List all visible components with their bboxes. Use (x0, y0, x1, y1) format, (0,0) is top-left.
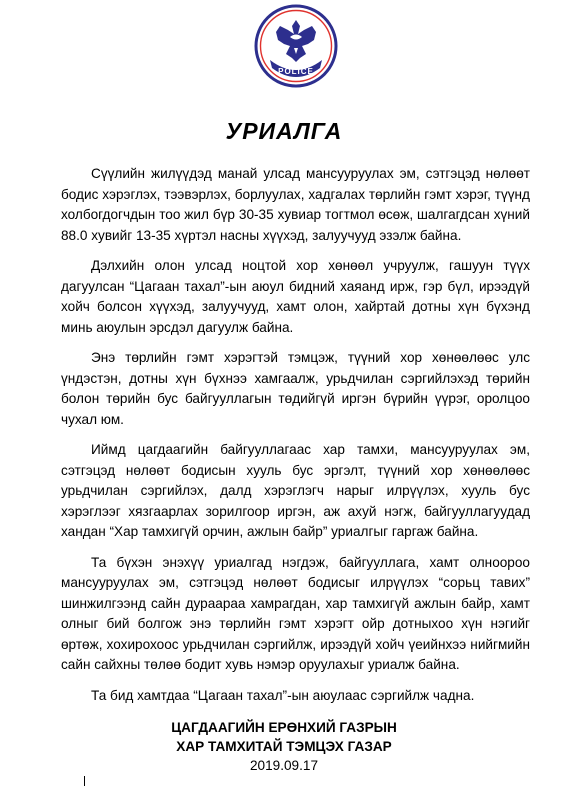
signature-line-2: ХАР ТАМХИТАЙ ТЭМЦЭХ ГАЗАР (176, 739, 392, 754)
signature-date: 2019.09.17 (249, 758, 319, 773)
signature-block (0, 718, 568, 775)
paragraph-6: Та бид хамтдаа “Цагаан тахал”-ын аюулаас сэргийлж чадна. (91, 687, 475, 703)
logo-text: POLICE (278, 67, 314, 76)
paragraph-2: Дэлхийн олон улсад ноцтой хор хөнөөл учруулж, гашуун түүх дагуулсан “Цагаан тахал”-ын аюул бидний хаяанд ирж, гэр бүл, ирээдүй хойч болсон хүүхэд, залуучууд, хамт олон, хайртай дотны хүн бүхэнд минь аюулын эрсдэл дагуулж байна. (61, 258, 530, 335)
paragraph-3: Энэ төрлийн гэмт хэрэгтэй тэмцэж, түүний хор хөнөөлөөс улс үндэстэн, дотны хүн бүхнээ хамгаалж, урьдчилан сэргийлэхэд төрийн болон төрийн бус байгууллагын төдийгүй иргэн бүрийн үүрэг, оролцоо чухал юм. (61, 350, 530, 427)
police-emblem-icon (254, 4, 338, 88)
paragraph-1: Сүүлийн жилүүдэд манай улсад мансууруулах эм, сэтгэцэд нөлөөт бодис хэрэглэх, тээвэрлэх, борлуулах, хадгалах төрлийн гэмт хэрэг, түүнд холбогдогчдын тоо жил бүр 30-35 хувиар тогтмол өсөж, шалгагдсан хүний 88.0 хувийг 13-35 хүртэл насны хүүхэд, залуучууд эзэлж байна. (61, 166, 530, 243)
paragraph-5: Та бүхэн энэхүү уриалгад нэгдэж, байгууллага, хамт олноороо мансууруулах эм, сэтгэцэд нөлөөт бодисыг илрүүлэх “сорьц тавих” шинжилгээнд сайн дураараа хамрагдан, хар тамхигүй ажлын байр, хамт олныг бий болгож энэ төрлийн гэмт хэрэгт ойр дотныхоо хүн нэгийг өртөж, хохирохоос урьдчилан сэргийлж, ирээдүй хойч үеийнхээ нийгмийн сайн сайхны төлөө бодит хувь нэмэр оруулахыг уриалж байна. (61, 554, 530, 672)
signature-line-1: ЦАГДААГИЙН ЕРӨНХИЙ ГАЗРЫН (171, 720, 397, 735)
page-title: УРИАЛГА (225, 118, 343, 144)
paragraph-4: Иймд цагдаагийн байгууллагаас хар тамхи, мансууруулах эм, сэтгэцэд нөлөөт бодисын хууль бус эргэлт, түүний хор хөнөөлөөс урьдчилан сэргийлэх, далд хэрэглэгч нарыг илрүүлэх, хууль бус хэрэглээг хязгаарлах зорилгоор иргэн, аж ахуй нэгж, байгууллагуудад хандан “Хар тамхигүй орчин, ажлын байр” уриалгыг гаргаж байна. (61, 442, 530, 539)
text-cursor (84, 776, 85, 786)
body-text (61, 164, 530, 716)
